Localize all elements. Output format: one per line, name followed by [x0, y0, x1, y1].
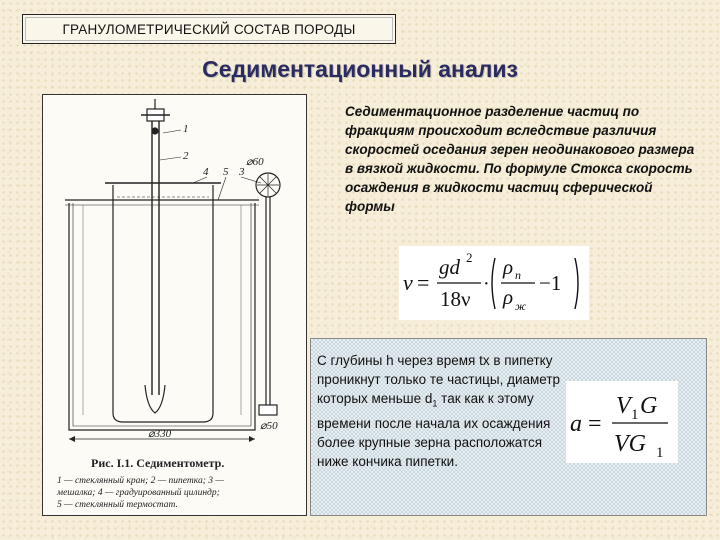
part-number-5: 5	[223, 166, 229, 178]
figure-caption-title: Рис. I.1. Седиментометр.	[91, 456, 225, 470]
part-number-1: 1	[183, 123, 189, 135]
formula-a-equals: =	[588, 411, 602, 437]
stokes-right-paren	[575, 258, 578, 309]
stokes-denominator: 18ν	[440, 287, 471, 311]
formula-a-den-subscript: 1	[656, 445, 664, 461]
panel-text-part-1: С глубины h через время tx в пипетку проникнут только те частицы, диаметр которых меньше d	[317, 353, 561, 406]
label-d60: ⌀60	[246, 156, 264, 168]
stokes-lhs: v	[403, 270, 413, 295]
label-d50: ⌀50	[260, 420, 278, 432]
formula-a-num-subscript: 1	[631, 407, 639, 423]
stokes-formula	[399, 246, 589, 320]
panel-text-subscript: 1	[432, 398, 438, 409]
stokes-equals: =	[417, 270, 430, 295]
panel-text-part-2: так как к этому времени после начала их осаждения более крупные зерна расположатся ниже кончика пипетки.	[317, 391, 551, 469]
stokes-numerator: gd	[439, 255, 460, 279]
figure-caption-line-2: мешалка; 4 — градуированный цилиндр;	[57, 488, 220, 498]
intro-paragraph: Седиментационное разделение частиц по фракциям происходит вследствие различия скоростей оседания зерен неодинакового размера в вязкой жидкости. По формуле Стокса скорость осаждения в жидкости частиц сферической формы	[345, 104, 695, 214]
formula-a-lhs: a	[570, 411, 582, 437]
pipette-depth-text	[317, 351, 572, 471]
pipette-depth-panel	[310, 338, 707, 516]
stokes-numerator-exponent: 2	[466, 250, 473, 265]
figure-caption-line-3: 5 — стеклянный термостат.	[57, 500, 178, 510]
section-header	[22, 14, 396, 44]
section-header-label: ГРАНУЛОМЕТРИЧЕСКИЙ СОСТАВ ПОРОДЫ	[62, 21, 356, 37]
formula-a-denominator: VG	[614, 431, 646, 457]
formula-a-num-v: V	[616, 393, 631, 419]
stokes-left-paren	[492, 258, 495, 309]
sedimentometer-drawing	[43, 95, 306, 515]
stokes-dot: ·	[483, 273, 490, 295]
part-number-3: 3	[239, 166, 245, 178]
formula-a-num-g: G	[640, 393, 658, 419]
sedimentometer-figure	[42, 94, 307, 516]
stokes-rho-n: ρ	[503, 255, 514, 279]
stokes-rho-zh-subscript: ж	[515, 299, 527, 313]
part-number-2: 2	[183, 150, 189, 162]
stokes-minus-one: −1	[539, 271, 562, 295]
slide-title: Седиментационный анализ	[202, 56, 518, 82]
fraction-formula	[566, 381, 678, 463]
stokes-rho-zh: ρ	[503, 285, 514, 309]
figure-caption-line-1: 1 — стеклянный кран; 2 — пипетка; 3 —	[57, 476, 224, 486]
label-d330: ⌀330	[148, 428, 172, 440]
stokes-rho-n-subscript: n	[515, 268, 521, 282]
part-number-4: 4	[203, 166, 209, 178]
